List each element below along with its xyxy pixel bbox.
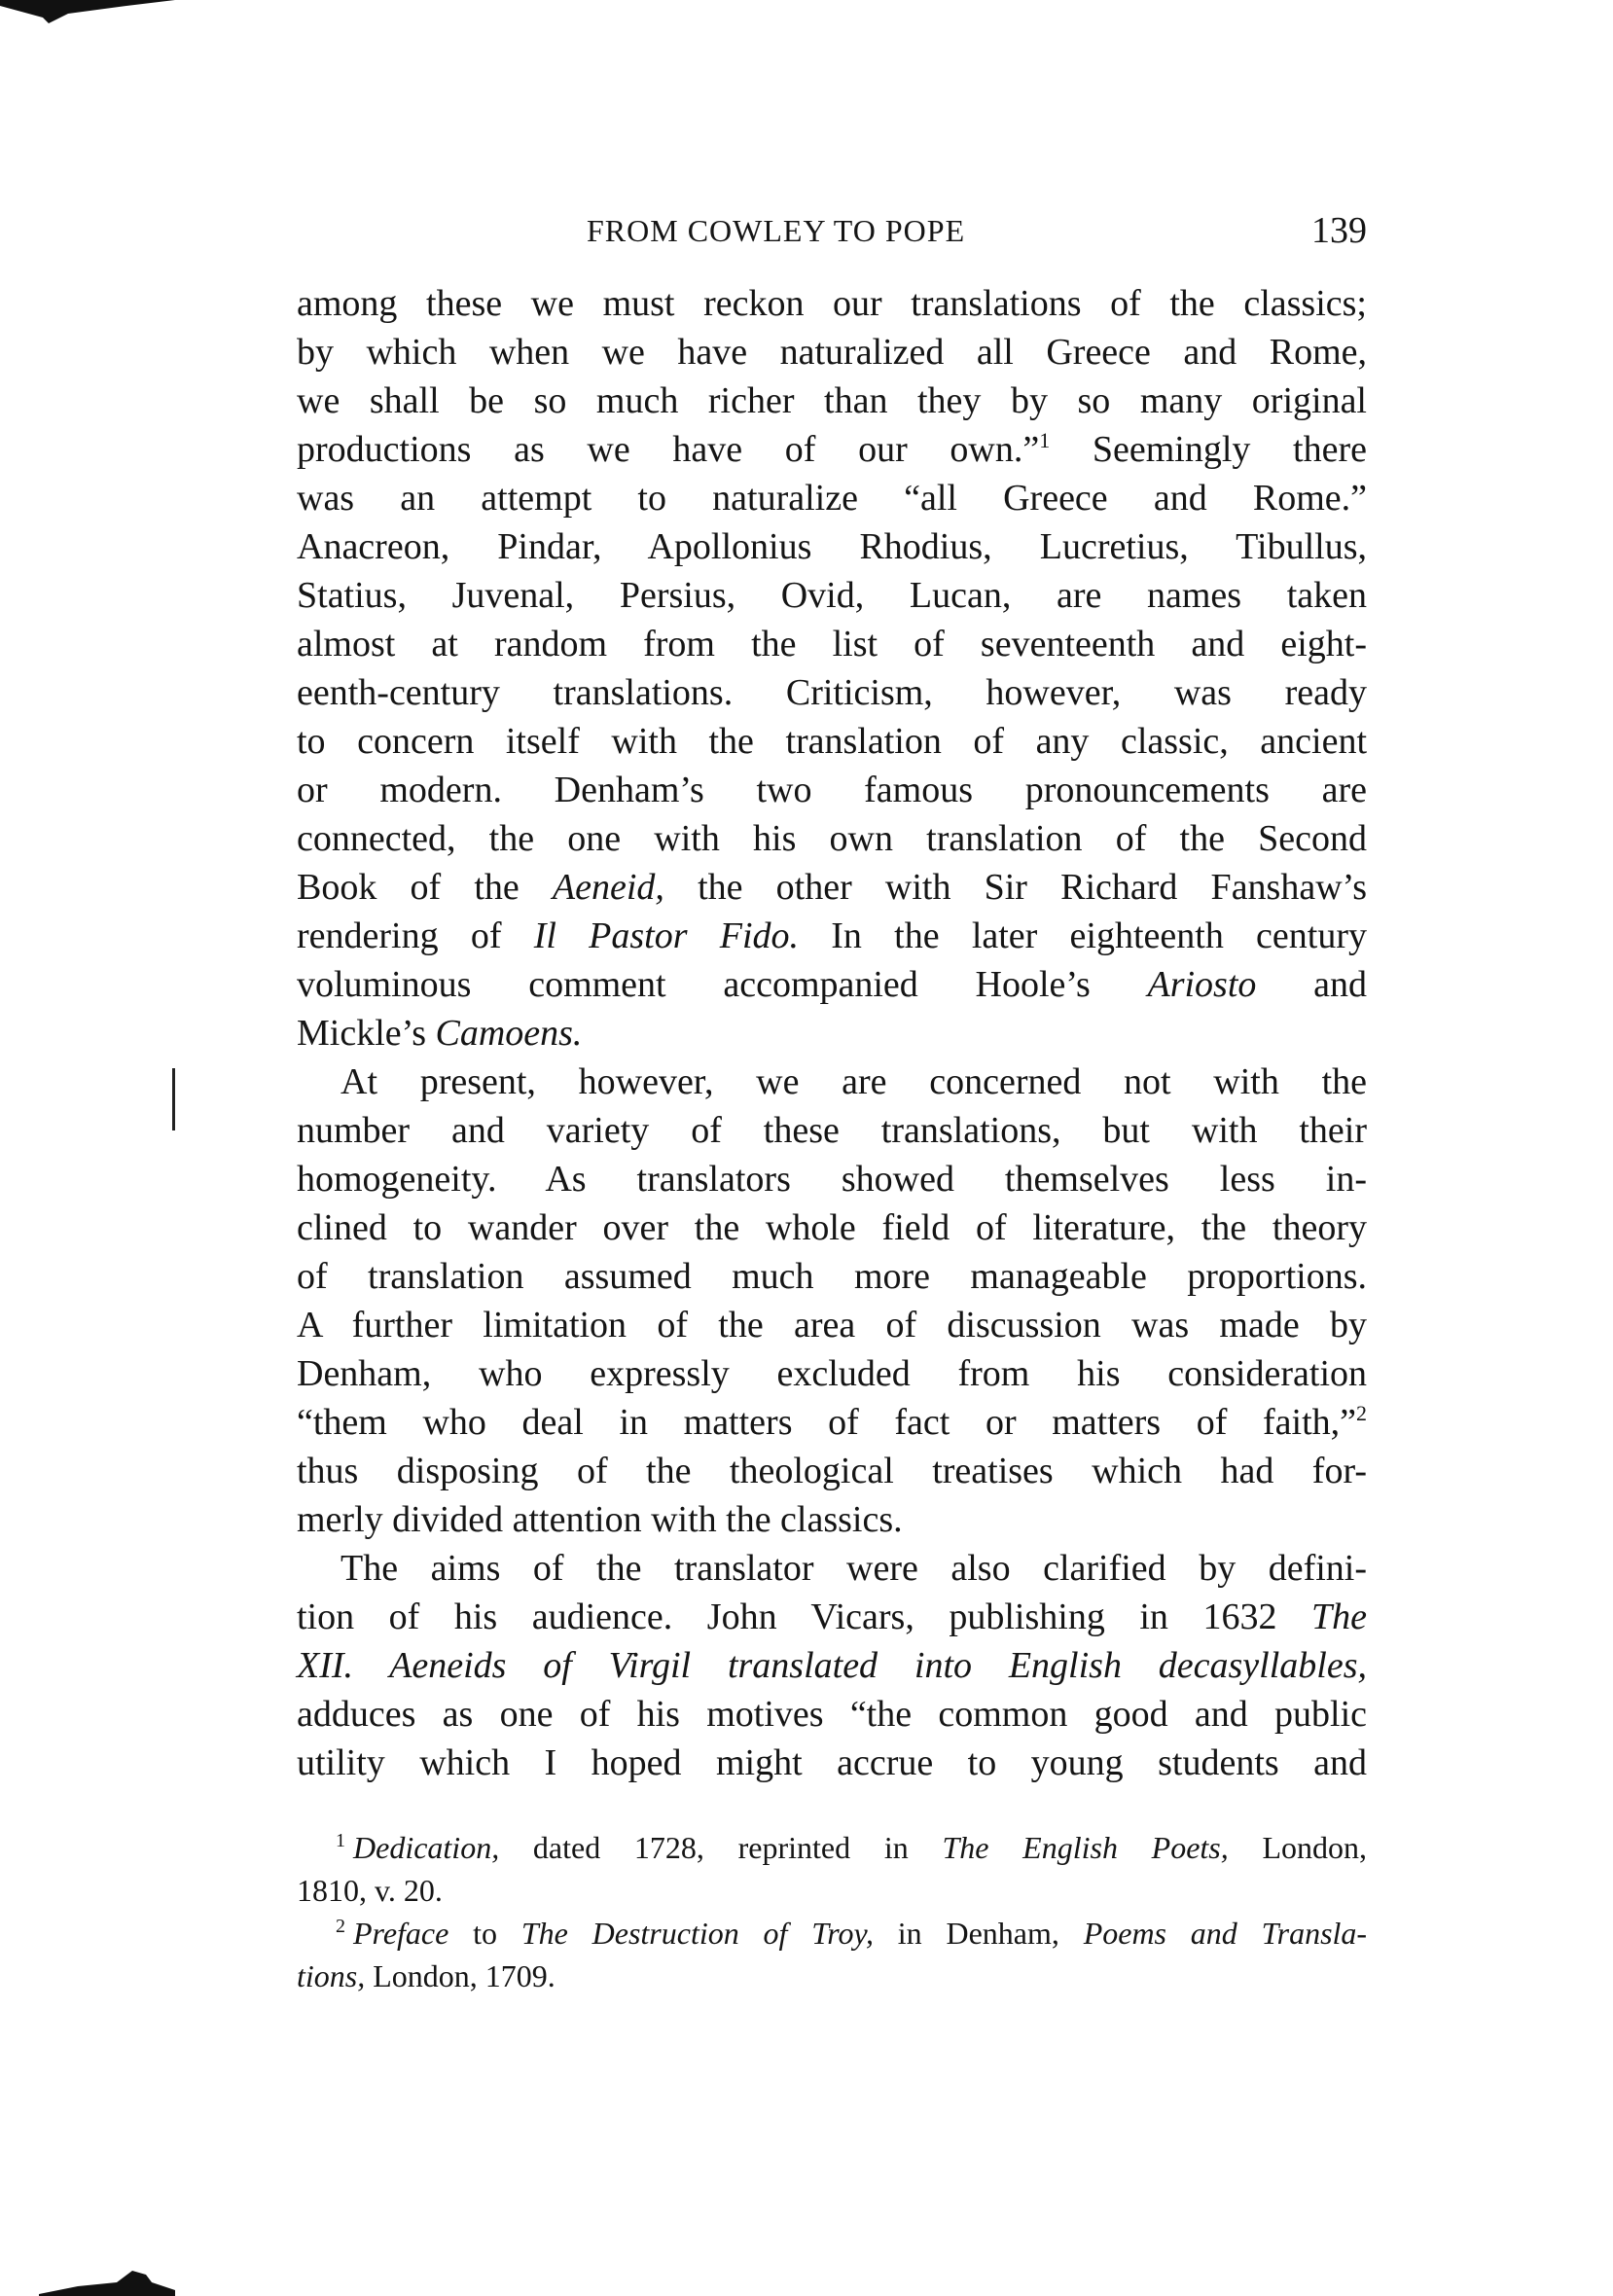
text-line: we shall be so much richer than they by so many original <box>297 380 1367 421</box>
text-span: dated 1728, reprinted in <box>532 1830 909 1865</box>
text-line: among these we must reckon our translations of the classics; <box>297 283 1367 324</box>
text-line: At present, however, we are concerned not with the <box>341 1061 1367 1102</box>
title-camoens: Camoens. <box>435 1013 583 1054</box>
text-line <box>297 912 1367 960</box>
text-line: merly divided attention with the classics. <box>297 1499 903 1540</box>
text-span: In the later eighteenth century <box>831 915 1367 956</box>
scan-corner-mark-bottom <box>39 2257 175 2296</box>
text-span: rendering of <box>297 915 502 956</box>
footnote-marker-2: 2 <box>336 1916 345 1937</box>
footnote-2-line <box>297 1912 1367 1955</box>
footnote-2-line <box>297 1955 1367 1997</box>
title-aeneid: Aeneid, <box>552 867 664 908</box>
text-line: A further limitation of the area of discussion was made by <box>297 1305 1367 1345</box>
text-line <box>297 1009 1367 1058</box>
text-line: thus disposing of the theological treatises which had for- <box>297 1451 1367 1491</box>
footnote-marker-1: 1 <box>336 1830 345 1851</box>
footnote-1-line <box>297 1826 1367 1869</box>
text-line: connected, the one with his own translation of the Second <box>297 818 1367 859</box>
text-line: of translation assumed much more manageable proportions. <box>297 1256 1367 1297</box>
text-line-italic-title: XII. Aeneids of Virgil translated into English decasyllables, <box>297 1645 1367 1686</box>
text-line <box>297 1398 1367 1447</box>
text-line: utility which I hoped might accrue to young students and <box>297 1742 1367 1783</box>
footnotes <box>297 1826 1367 1997</box>
text-line: clined to wander over the whole field of literature, the theory <box>297 1207 1367 1248</box>
running-head <box>297 206 1367 255</box>
text-line: was an attempt to naturalize “all Greece and Rome.” <box>297 478 1367 519</box>
text-line: almost at random from the list of seventeenth and eight- <box>297 624 1367 664</box>
text-line <box>297 1593 1367 1641</box>
footnote-ref-2: 2 <box>1356 1401 1367 1425</box>
text-span: Dedication, <box>353 1830 500 1865</box>
text-line: Statius, Juvenal, Persius, Ovid, Lucan, are names taken <box>297 575 1367 616</box>
text-line <box>297 425 1367 474</box>
text-span: the other with Sir Richard Fanshaw’s <box>698 867 1367 908</box>
text-line: to concern itself with the translation of any classic, ancient <box>297 721 1367 762</box>
running-title: FROM COWLEY TO POPE <box>587 213 966 248</box>
text-span: to <box>473 1916 498 1951</box>
text-line: homogeneity. As translators showed themselves less in- <box>297 1159 1367 1200</box>
footnote-ref-1: 1 <box>1039 428 1051 452</box>
text-span: “them who deal in matters of fact or matters of faith,” <box>297 1402 1356 1443</box>
text-span: in Denham, <box>897 1916 1059 1951</box>
text-span: and <box>1313 964 1368 1005</box>
text-span: Preface <box>353 1916 449 1951</box>
scan-corner-mark-top <box>0 0 175 29</box>
text-line: eenth-century translations. Criticism, however, was ready <box>297 672 1367 713</box>
text-span: The English Poets, <box>942 1830 1229 1865</box>
text-span: London, <box>1262 1830 1368 1865</box>
text-line: or modern. Denham’s two famous pronouncements are <box>297 770 1367 810</box>
page-number: 139 <box>1311 210 1367 251</box>
text-span: London, 1709. <box>373 1958 556 1993</box>
text-span: productions as we have of our own.” <box>297 429 1040 470</box>
text-span: voluminous comment accompanied Hoole’s <box>297 964 1091 1005</box>
text-line <box>297 960 1367 1009</box>
text-span: Poems and Transla- <box>1083 1916 1368 1951</box>
text-span: Mickle’s <box>297 1013 426 1054</box>
margin-rule-mark <box>172 1068 175 1130</box>
title-fragment: The <box>1311 1596 1368 1637</box>
text-line: adduces as one of his motives “the common good and public <box>297 1694 1367 1735</box>
text-line: by which when we have naturalized all Greece and Rome, <box>297 332 1367 373</box>
text-line: number and variety of these translations, but with their <box>297 1110 1367 1151</box>
text-span: The Destruction of Troy, <box>520 1916 874 1951</box>
text-line: The aims of the translator were also clarified by defini- <box>341 1548 1367 1589</box>
text-line: Denham, who expressly excluded from his consideration <box>297 1353 1367 1394</box>
footnote-1-line: 1810, v. 20. <box>297 1873 443 1908</box>
text-line <box>297 863 1367 912</box>
title-il-pastor-fido: Il Pastor Fido. <box>533 915 800 956</box>
text-span: Book of the <box>297 867 520 908</box>
title-ariosto: Ariosto <box>1147 964 1257 1005</box>
text-line: Anacreon, Pindar, Apollonius Rhodius, Lucretius, Tibullus, <box>297 526 1367 567</box>
text-span: tion of his audience. John Vicars, publishing in 1632 <box>297 1596 1277 1637</box>
text-span: Seemingly there <box>1092 429 1368 470</box>
body-text <box>297 279 1367 1787</box>
text-span: tions, <box>297 1958 366 1993</box>
